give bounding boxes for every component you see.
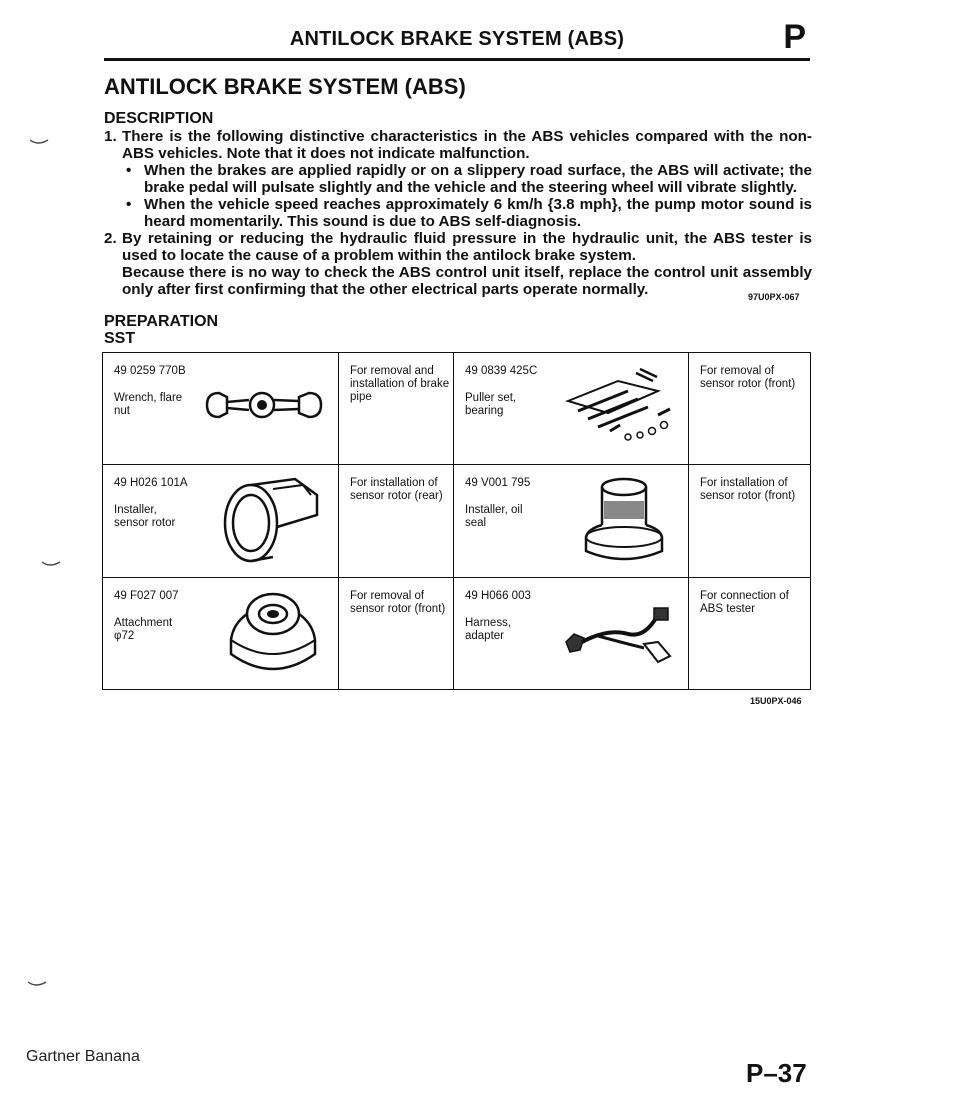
sensor-rotor-installer-icon: [213, 471, 323, 567]
page-header: [104, 20, 810, 61]
part-number: 49 H066 003: [465, 589, 531, 602]
tool-cell: [103, 353, 339, 465]
page-number: P–37: [746, 1058, 807, 1088]
oil-seal-installer-icon: [574, 471, 674, 569]
flare-nut-wrench-icon: [199, 383, 329, 427]
sst-table: [102, 352, 811, 690]
tool-use: For installation of sensor rotor (rear): [350, 477, 443, 503]
tool-name: Attachment φ72: [114, 616, 173, 642]
tool-name: Installer, sensor rotor: [114, 504, 176, 530]
bullet-item: • When the vehicle speed reaches approximately 6 km/h {3.8 mph}, the pump motor sound is heard momentarily. This sound is due to ABS self-diagnosis.: [126, 196, 812, 230]
bullet-icon: •: [126, 162, 132, 179]
part-number: 49 F027 007: [114, 589, 179, 602]
part-number: 49 V001 795: [465, 477, 531, 490]
tool-name: Puller set, bearing: [465, 392, 517, 417]
use-cell: [339, 353, 454, 465]
use-cell: [339, 465, 454, 577]
part-number: 49 0259 770B: [114, 365, 186, 377]
part-number: 49 H026 101A: [114, 477, 188, 490]
use-cell: [689, 353, 811, 465]
bearing-puller-set-icon: [558, 361, 678, 449]
list-item-text: There is the following distinctive characteristics in the ABS vehicles compared with the non-ABS vehicles. Note that it does not indicate malfunction.: [122, 128, 812, 162]
tool-use: For installation of sensor rotor (front): [700, 477, 796, 503]
preparation-heading: PREPARATION: [104, 313, 219, 330]
tool-cell: [454, 577, 689, 689]
tool-use: For connection of ABS tester: [700, 589, 789, 615]
binding-mark-icon: [40, 560, 62, 570]
figure-code: 97U0PX-067: [748, 292, 800, 302]
use-cell: [689, 577, 811, 689]
binding-mark-icon: [28, 138, 50, 148]
tool-cell: [454, 465, 689, 577]
tool-name: Wrench, flare nut: [114, 392, 183, 417]
harness-adapter-icon: [558, 598, 682, 668]
watermark: Gartner Banana: [26, 1048, 140, 1065]
binding-mark-icon: [26, 980, 48, 990]
bullet-icon: •: [126, 196, 132, 213]
part-number: 49 0839 425C: [465, 365, 538, 377]
figure-code: 15U0PX-046: [750, 696, 802, 706]
description-heading: DESCRIPTION: [104, 110, 214, 127]
header-title: ANTILOCK BRAKE SYSTEM (ABS): [289, 28, 625, 50]
tool-cell: [103, 577, 339, 689]
description-body: [104, 128, 812, 298]
tool-cell: [103, 465, 339, 577]
section-letter: P: [783, 18, 806, 56]
tool-use: For removal of sensor rotor (front): [700, 365, 796, 390]
tool-use: For removal of sensor rotor (front): [350, 589, 446, 615]
list-item-text: By retaining or reducing the hydraulic fluid pressure in the hydraulic unit, the ABS tester is used to locate the cause of a problem within the antilock brake system.: [122, 230, 812, 264]
tool-name: Installer, oil seal: [465, 504, 523, 530]
bullet-item: • When the brakes are applied rapidly or on a slippery road surface, the ABS will activate; the brake pedal will pulsate slightly and the vehicle and the steering wheel will vibrate slightly.: [126, 162, 812, 196]
list-item: 1. There is the following distinctive characteristics in the ABS vehicles compared with the non-ABS vehicles. Note that it does not indicate malfunction.: [104, 128, 812, 162]
sst-subheading: SST: [104, 330, 136, 347]
list-item-continued: Because there is no way to check the ABS control unit itself, replace the control unit assembly only after first confirming that the other electrical parts operate normally.: [122, 264, 812, 298]
use-cell: [689, 465, 811, 577]
tool-name: Harness, adapter: [465, 616, 512, 642]
use-cell: [339, 577, 454, 689]
tool-cell: [454, 353, 689, 465]
attachment-icon: [223, 584, 323, 682]
list-item: 2. By retaining or reducing the hydraulic fluid pressure in the hydraulic unit, the ABS tester is used to locate the cause of a problem within the antilock brake system.: [104, 230, 812, 264]
page-title: ANTILOCK BRAKE SYSTEM (ABS): [104, 74, 466, 99]
tool-use: For removal and installation of brake pipe: [350, 365, 450, 403]
